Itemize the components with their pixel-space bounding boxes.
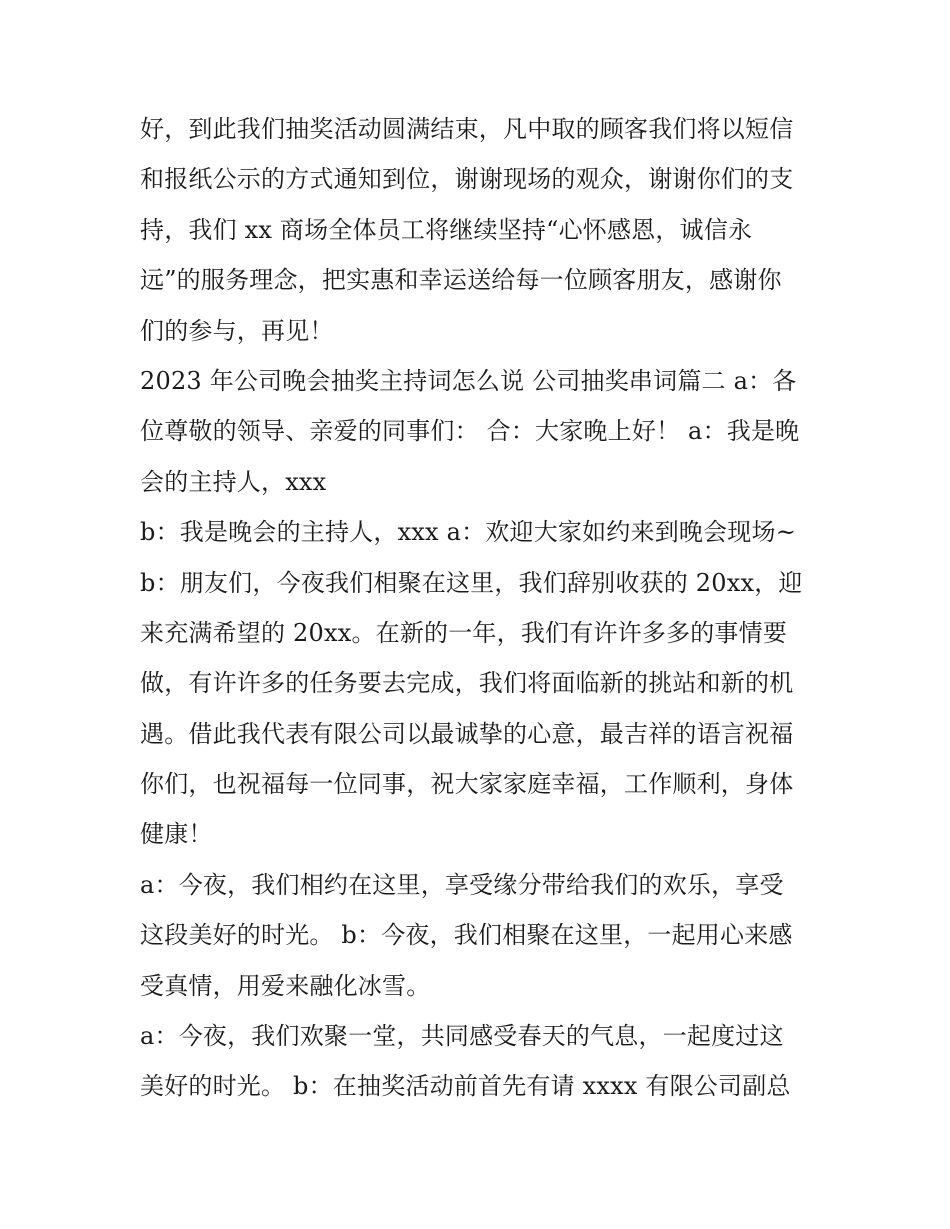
text-line: 做，有许许多的任务要去完成，我们将面临新的挑站和新的机 (140, 669, 794, 698)
text-line: 们的参与，再见！ (140, 316, 334, 345)
text-line: 你们，也祝福每一位同事，祝大家家庭幸福，工作顺利，身体 (140, 770, 794, 799)
section-heading-line: 2023 年公司晚会抽奖主持词怎么说 公司抽奖串词篇二 a：各 (140, 366, 797, 395)
text-line: 来充满希望的 20xx。在新的一年，我们有许许多多的事情要 (140, 618, 788, 647)
text-line: 好，到此我们抽奖活动圆满结束，凡中取的顾客我们将以短信 (140, 115, 794, 143)
text-line: b：朋友们，今夜我们相聚在这里，我们辞别收获的 20xx，迎 (140, 568, 803, 597)
text-line: 这段美好的时光。 b：今夜，我们相聚在这里，一起用心来感 (140, 921, 793, 950)
text-line: 美好的时光。 b：在抽奖活动前首先有请 xxxx 有限公司副总 (140, 1072, 791, 1101)
text-line: 远”的服务理念，把实惠和幸运送给每一位顾客朋友，感谢你 (140, 266, 782, 295)
text-line: 和报纸公示的方式通知到位，谢谢现场的观众，谢谢你们的支 (140, 165, 794, 194)
text-line: 持，我们 xx 商场全体员工将继续坚持“心怀感恩，诚信永 (140, 215, 753, 244)
document-body (140, 104, 830, 1112)
text-line: 健康！ (140, 820, 213, 849)
text-line: 会的主持人，xxx (140, 467, 327, 496)
text-line: a：今夜，我们相约在这里，享受缘分带给我们的欢乐，享受 (140, 870, 784, 899)
text-line: 位尊敬的领导、亲爱的同事们： 合：大家晚上好！ a：我是晚 (140, 417, 800, 446)
text-line: a：今夜，我们欢聚一堂，共同感受春天的气息，一起度过这 (140, 1022, 784, 1051)
text-line: 遇。借此我代表有限公司以最诚挚的心意，最吉祥的语言祝福 (140, 719, 794, 748)
text-line: b：我是晚会的主持人，xxx a：欢迎大家如约来到晚会现场~ (140, 518, 797, 547)
text-line: 受真情，用爱来融化冰雪。 (140, 971, 431, 1000)
